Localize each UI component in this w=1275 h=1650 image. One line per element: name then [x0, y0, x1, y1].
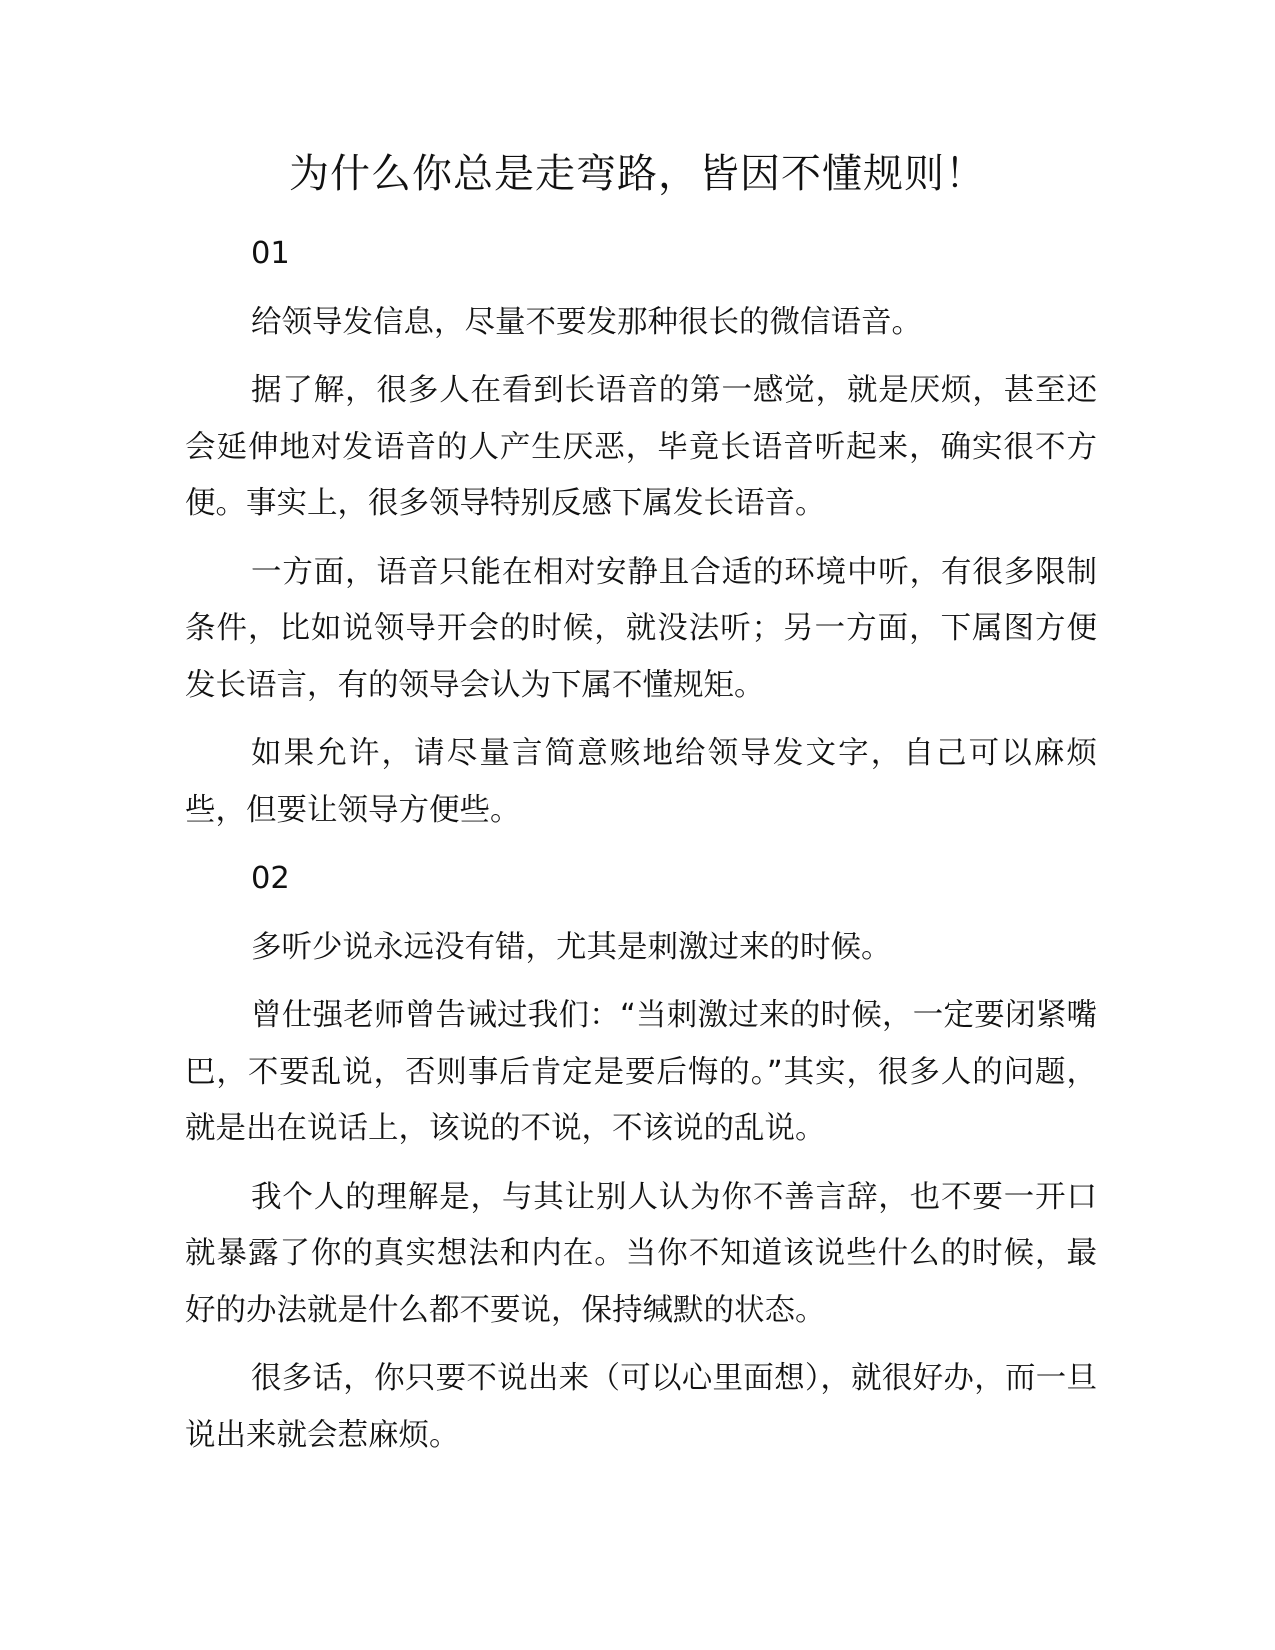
document-title: 为什么你总是走弯路，皆因不懂规则！: [289, 151, 986, 197]
section-number-02: 02: [251, 861, 290, 896]
paragraph: 曾仕强老师曾告诫过我们：“当刺激过来的时候，一定要闭紧嘴巴，不要乱说，否则事后肯定是要后悔的。”其实，很多人的问题，就是出在说话上，该说的不说，不该说的乱说。: [185, 998, 1097, 1146]
paragraph: 如果允许，请尽量言简意赅地给领导发文字，自己可以麻烦些，但要让领导方便些。: [185, 736, 1097, 828]
section-number-01: 01: [251, 236, 290, 271]
paragraph: 很多话，你只要不说出来（可以心里面想），就很好办，而一旦说出来就会惹麻烦。: [185, 1361, 1097, 1453]
paragraph: 我个人的理解是，与其让别人认为你不善言辞，也不要一开口就暴露了你的真实想法和内在。当你不知道该说些什么的时候，最好的办法就是什么都不要说，保持缄默的状态。: [185, 1179, 1097, 1328]
paragraph: 据了解，很多人在看到长语音的第一感觉，就是厌烦，甚至还会延伸地对发语音的人产生厌恶，毕竟长语音听起来，确实很不方便。事实上，很多领导特别反感下属发长语音。: [185, 373, 1097, 521]
paragraph: 给领导发信息，尽量不要发那种很长的微信语音。: [251, 304, 922, 340]
paragraph: 多听少说永远没有错，尤其是刺激过来的时候。: [251, 929, 892, 965]
paragraph: 一方面，语音只能在相对安静且合适的环境中听，有很多限制条件，比如说领导开会的时候，就没法听；另一方面，下属图方便发长语言，有的领导会认为下属不懂规矩。: [185, 554, 1097, 703]
document-body: [185, 226, 1097, 1476]
